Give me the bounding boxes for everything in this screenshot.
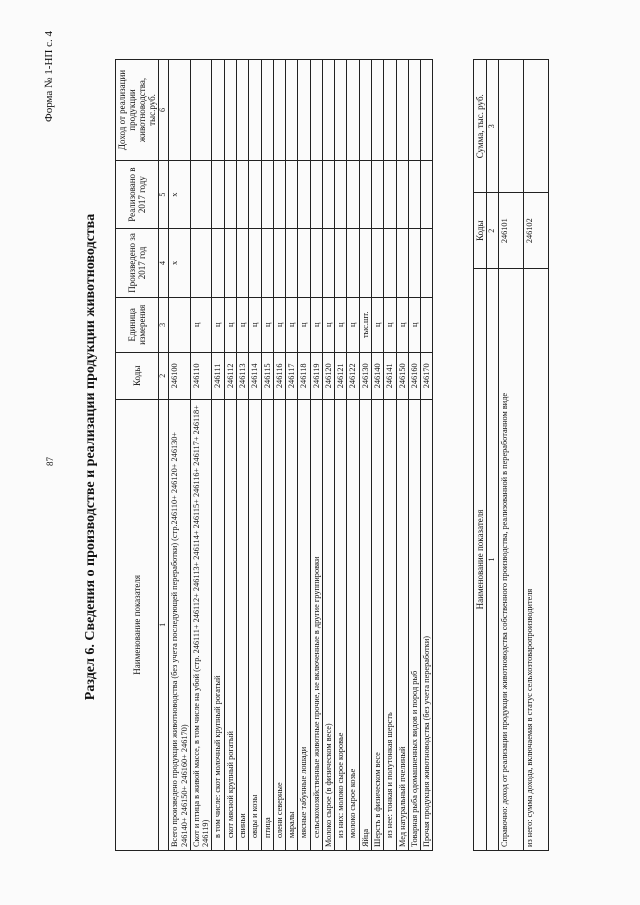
row-income-value[interactable] [322, 60, 334, 161]
row-indicator-name: свиньи [236, 399, 248, 850]
column-number: 3 [487, 60, 499, 193]
table-row [261, 60, 273, 851]
reference-income-table [473, 59, 549, 851]
row-code: 246160 [408, 352, 420, 399]
row-code: 246100 [169, 352, 191, 399]
row-income-value[interactable] [286, 60, 298, 161]
row-sold-value[interactable] [224, 160, 236, 228]
row-indicator-name: Товарная рыба одомашненных видов и пород рыб [408, 399, 420, 850]
header-sold: Реализовано в 2017 году [116, 160, 159, 228]
row-sold-value[interactable] [310, 160, 322, 228]
row-indicator-name: в том числе: скот молочный крупный рогатый [212, 399, 224, 850]
row-sold-value[interactable] [372, 160, 384, 228]
header-indicator: Наименование показателя [474, 268, 487, 850]
row-unit: ц [372, 297, 384, 352]
row-produced-value[interactable] [372, 229, 384, 297]
row-indicator-name: Прочая продукция животноводства (без учета переработки) [421, 399, 433, 850]
row-code: 246118 [298, 352, 310, 399]
row-code: 246114 [249, 352, 261, 399]
row-unit: тыс.шт. [359, 297, 371, 352]
row-unit [421, 297, 433, 352]
section-title: Раздел 6. Сведения о производстве и реализации продукции животноводства [83, 213, 98, 701]
table-row [359, 60, 371, 851]
row-indicator-name: Скот и птица в живой массе, в том числе на убой (стр. 246111+ 246112+ 246113+ 246114+ 246115+ 246116+ 246117+ 246118+ 246119) [190, 399, 212, 850]
row-income-value[interactable] [372, 60, 384, 161]
table-row [298, 60, 310, 851]
row-income-value[interactable] [359, 60, 371, 161]
row-sold-value[interactable] [273, 160, 285, 228]
column-number-row [159, 60, 169, 851]
row-indicator-name: птица [261, 399, 273, 850]
row-produced-value[interactable] [384, 229, 396, 297]
column-number: 2 [487, 193, 499, 268]
column-number: 5 [159, 160, 169, 228]
row-income-value[interactable] [212, 60, 224, 161]
table-row [169, 60, 191, 851]
row-code: 246115 [261, 352, 273, 399]
column-number: 6 [159, 60, 169, 161]
table-row [286, 60, 298, 851]
rotated-form-page [37, 23, 603, 891]
row-indicator-name: Шерсть в физическом весе [372, 399, 384, 850]
row-income-value[interactable] [298, 60, 310, 161]
row-code: 246121 [335, 352, 347, 399]
table-row [384, 60, 396, 851]
row-code: 246110 [190, 352, 212, 399]
row-produced-value[interactable] [335, 229, 347, 297]
form-number: Форма № 1-НП с. 4 [43, 31, 55, 122]
row-produced-value[interactable] [212, 229, 224, 297]
row-income-value[interactable] [236, 60, 248, 161]
column-number: 4 [159, 229, 169, 297]
row-indicator-name: из него: сумма дохода, включаемая в статус сельхозтоваропроизводителя [524, 268, 549, 850]
table-row [421, 60, 433, 851]
page-number: 87 [45, 457, 55, 466]
table-row [396, 60, 408, 851]
table-row [249, 60, 261, 851]
table-row [408, 60, 420, 851]
row-sold-value[interactable]: x [169, 160, 191, 228]
row-income-value[interactable] [261, 60, 273, 161]
row-indicator-name: Молоко сырое (в физическом весе) [322, 399, 334, 850]
row-produced-value[interactable] [273, 229, 285, 297]
row-income-value[interactable] [190, 60, 212, 161]
row-produced-value[interactable] [310, 229, 322, 297]
row-indicator-name: сельскохозяйственные животные прочие, не включенные в другие группировки [310, 399, 322, 850]
row-code: 246112 [224, 352, 236, 399]
table-row [524, 60, 549, 851]
row-income-value[interactable] [249, 60, 261, 161]
row-indicator-name: Яйца [359, 399, 371, 850]
column-number: 3 [159, 297, 169, 352]
header-codes: Коды [116, 352, 159, 399]
row-sold-value[interactable] [249, 160, 261, 228]
row-produced-value[interactable] [359, 229, 371, 297]
row-code: 246130 [359, 352, 371, 399]
row-sold-value[interactable] [212, 160, 224, 228]
table-row [273, 60, 285, 851]
row-income-value[interactable] [273, 60, 285, 161]
row-code: 246117 [286, 352, 298, 399]
row-income-value[interactable] [421, 60, 433, 161]
row-unit: ц [347, 297, 359, 352]
row-sold-value[interactable] [261, 160, 273, 228]
row-code: 246102 [524, 193, 549, 268]
row-sold-value[interactable] [408, 160, 420, 228]
row-code: 246170 [421, 352, 433, 399]
row-unit: ц [261, 297, 273, 352]
row-sold-value[interactable] [286, 160, 298, 228]
row-code: 246116 [273, 352, 285, 399]
table-row [499, 60, 524, 851]
row-code: 246122 [347, 352, 359, 399]
row-indicator-name: Справочно: доход от реализации продукции животноводства собственного производства, реализованной в переработанном виде [499, 268, 524, 850]
row-unit: ц [310, 297, 322, 352]
row-indicator-name: овцы и козы [249, 399, 261, 850]
row-indicator-name: молоко сырое козье [347, 399, 359, 850]
row-income-value[interactable] [335, 60, 347, 161]
row-unit: ц [224, 297, 236, 352]
column-number-row [487, 60, 499, 851]
table-body [169, 60, 433, 851]
row-indicator-name: мясные табунные лошади [298, 399, 310, 850]
row-unit: ц [190, 297, 212, 352]
header-unit: Единица измерения [116, 297, 159, 352]
row-produced-value[interactable] [261, 229, 273, 297]
row-produced-value[interactable] [396, 229, 408, 297]
row-produced-value[interactable] [224, 229, 236, 297]
row-unit: ц [384, 297, 396, 352]
row-unit: ц [236, 297, 248, 352]
row-indicator-name: олени северные [273, 399, 285, 850]
table-body [499, 60, 549, 851]
row-code: 246113 [236, 352, 248, 399]
row-sold-value[interactable] [347, 160, 359, 228]
row-sold-value[interactable] [421, 160, 433, 228]
row-produced-value[interactable] [408, 229, 420, 297]
row-sold-value[interactable] [359, 160, 371, 228]
row-code: 246119 [310, 352, 322, 399]
row-indicator-name: Мед натуральный пчелиный [396, 399, 408, 850]
row-unit: ц [249, 297, 261, 352]
table-row [322, 60, 334, 851]
row-unit [169, 297, 191, 352]
row-code: 246120 [322, 352, 334, 399]
column-number: 2 [159, 352, 169, 399]
table-row [310, 60, 322, 851]
row-produced-value[interactable] [249, 229, 261, 297]
row-sold-value[interactable] [335, 160, 347, 228]
livestock-production-table [115, 59, 433, 851]
row-unit: ц [212, 297, 224, 352]
header-sum: Сумма, тыс. руб. [474, 60, 487, 193]
row-unit: ц [286, 297, 298, 352]
row-produced-value[interactable] [421, 229, 433, 297]
row-indicator-name: из нее: тонкая и полутонкая шерсть [384, 399, 396, 850]
row-unit: ц [298, 297, 310, 352]
table-row [212, 60, 224, 851]
row-produced-value[interactable] [286, 229, 298, 297]
row-code: 246111 [212, 352, 224, 399]
row-code: 246150 [396, 352, 408, 399]
row-produced-value[interactable] [298, 229, 310, 297]
row-sold-value[interactable] [236, 160, 248, 228]
column-number: 1 [159, 399, 169, 850]
header-produced: Произведено за 2017 год [116, 229, 159, 297]
table-row [190, 60, 212, 851]
row-code: 246141 [384, 352, 396, 399]
row-sold-value[interactable] [298, 160, 310, 228]
row-sold-value[interactable] [190, 160, 212, 228]
row-indicator-name: скот мясной крупный рогатый [224, 399, 236, 850]
row-sold-value[interactable] [322, 160, 334, 228]
row-indicator-name: из них: молоко сырое коровье [335, 399, 347, 850]
row-produced-value[interactable] [236, 229, 248, 297]
table-row [372, 60, 384, 851]
row-unit: ц [335, 297, 347, 352]
row-unit: ц [322, 297, 334, 352]
row-produced-value[interactable] [190, 229, 212, 297]
row-indicator-name: маралы [286, 399, 298, 850]
table-row [347, 60, 359, 851]
column-number: 1 [487, 268, 499, 850]
row-income-value[interactable] [347, 60, 359, 161]
row-unit: ц [396, 297, 408, 352]
row-sold-value[interactable] [384, 160, 396, 228]
row-income-value[interactable] [396, 60, 408, 161]
table-row [236, 60, 248, 851]
row-income-value[interactable] [310, 60, 322, 161]
table-row [224, 60, 236, 851]
row-income-value[interactable] [169, 60, 191, 161]
header-income: Доход от реализации продукции животноводства, тыс.руб. [116, 60, 159, 161]
row-income-value[interactable] [224, 60, 236, 161]
row-unit: ц [273, 297, 285, 352]
row-income-value[interactable] [408, 60, 420, 161]
row-produced-value[interactable] [322, 229, 334, 297]
row-code: 246101 [499, 193, 524, 268]
row-unit: ц [408, 297, 420, 352]
table-row [335, 60, 347, 851]
header-codes: Коды [474, 193, 487, 268]
row-sold-value[interactable] [396, 160, 408, 228]
row-sum-value[interactable] [524, 60, 549, 193]
row-code: 246140 [372, 352, 384, 399]
row-indicator-name: Всего произведено продукции животноводства (без учета последующей переработки) (стр.246110+ 246120+ 246130+ 246140+ 246150+ 246160+ 246170) [169, 399, 191, 850]
row-produced-value[interactable]: x [169, 229, 191, 297]
header-indicator: Наименование показателя [116, 399, 159, 850]
row-produced-value[interactable] [347, 229, 359, 297]
row-income-value[interactable] [384, 60, 396, 161]
row-sum-value[interactable] [499, 60, 524, 193]
